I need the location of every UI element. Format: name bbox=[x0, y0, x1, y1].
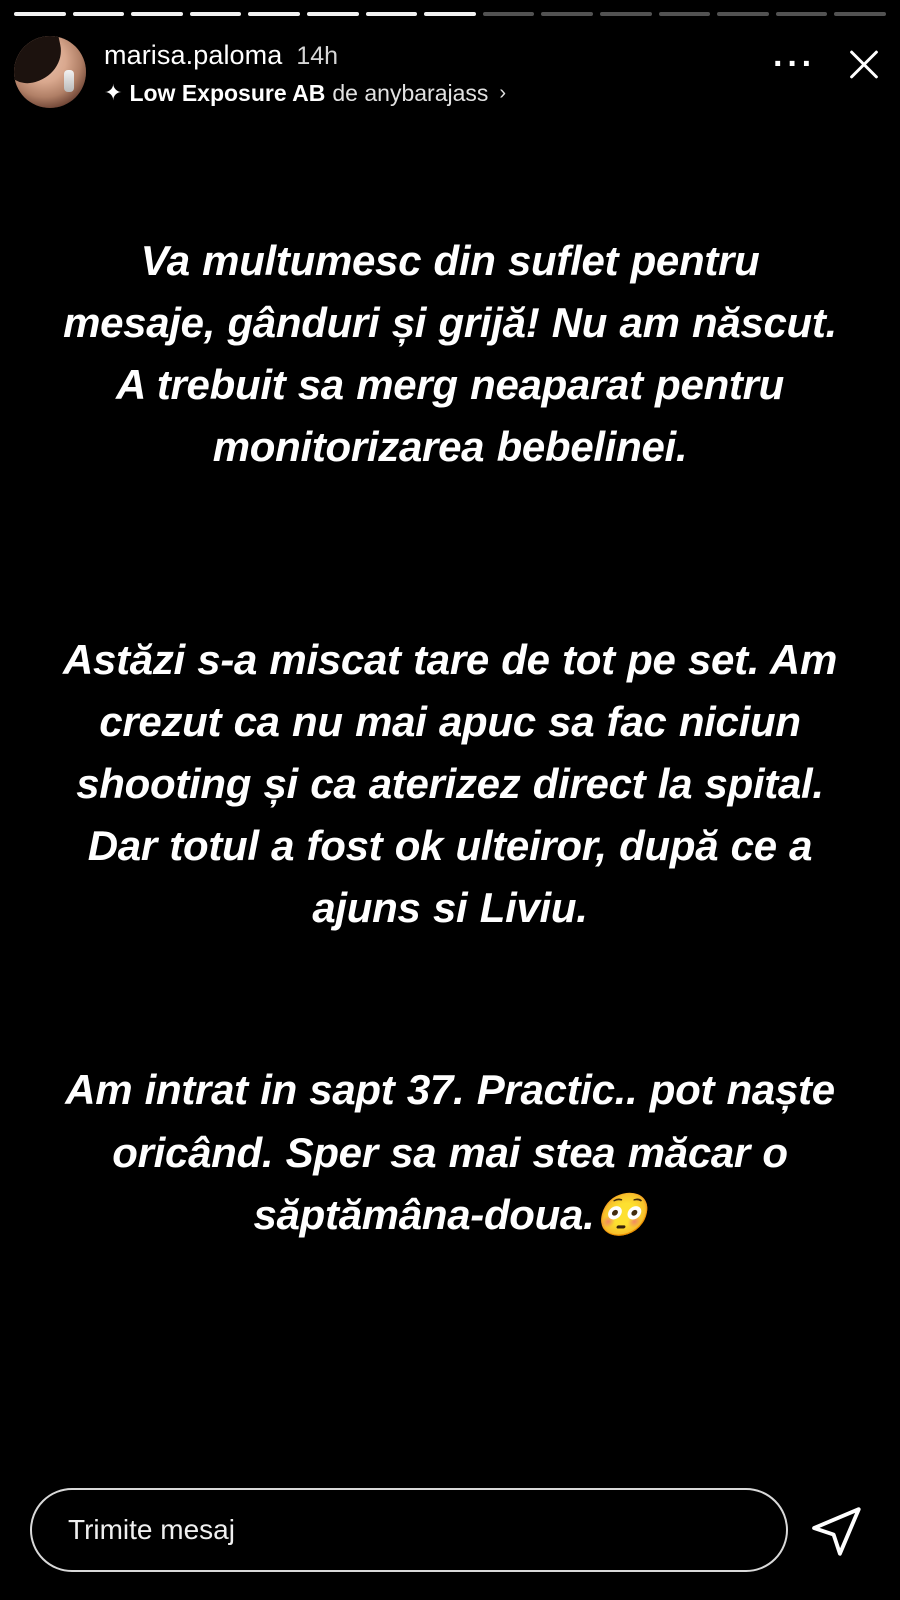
story-author-row bbox=[104, 40, 773, 71]
music-attribution[interactable] bbox=[104, 80, 773, 107]
story-text-block bbox=[60, 230, 840, 1420]
story-header-text bbox=[104, 36, 773, 107]
progress-segment[interactable] bbox=[834, 12, 886, 16]
username-label[interactable]: marisa.paloma bbox=[104, 40, 283, 70]
close-icon[interactable] bbox=[842, 42, 886, 86]
story-paragraph: Am intrat in sapt 37. Practic.. pot naște oricând. Sper sa mai stea măcar o săptămâna-doua.😳 bbox=[65, 1066, 835, 1238]
story-paragraph: Astăzi s-a miscat tare de tot pe set. Am crezut ca nu mai apuc sa fac niciun shooting și ca aterizez direct la spital. Dar totul a fost ok ulteiror, după ce a ajuns si Liviu. bbox=[62, 635, 838, 932]
progress-segment[interactable] bbox=[14, 12, 66, 16]
avatar[interactable] bbox=[14, 36, 86, 108]
more-options-icon[interactable]: ··· bbox=[773, 45, 816, 83]
story-progress-bar bbox=[14, 12, 886, 16]
progress-segment[interactable] bbox=[483, 12, 535, 16]
progress-segment[interactable] bbox=[424, 12, 476, 16]
progress-segment[interactable] bbox=[541, 12, 593, 16]
progress-segment[interactable] bbox=[600, 12, 652, 16]
avatar-earring bbox=[64, 70, 74, 92]
progress-segment[interactable] bbox=[248, 12, 300, 16]
story-paragraph: Va multumesc din suflet pentru mesaje, gânduri și grijă! Nu am născut. A trebuit sa merg neaparat pentru monitorizarea bebelinei. bbox=[63, 237, 837, 471]
progress-segment[interactable] bbox=[190, 12, 242, 16]
sparkle-icon: ✦ bbox=[104, 79, 123, 105]
progress-segment[interactable] bbox=[659, 12, 711, 16]
music-title-label: Low Exposure AB bbox=[129, 80, 326, 106]
message-input[interactable] bbox=[30, 1488, 788, 1572]
chevron-right-icon: › bbox=[499, 82, 507, 104]
progress-segment[interactable] bbox=[717, 12, 769, 16]
progress-segment[interactable] bbox=[131, 12, 183, 16]
send-icon[interactable] bbox=[808, 1501, 866, 1559]
story-header bbox=[14, 36, 886, 110]
story-reply-bar bbox=[30, 1488, 876, 1572]
progress-segment[interactable] bbox=[307, 12, 359, 16]
timestamp-label: 14h bbox=[296, 42, 339, 70]
progress-segment[interactable] bbox=[366, 12, 418, 16]
progress-segment[interactable] bbox=[73, 12, 125, 16]
music-artist-label: de anybarajass bbox=[332, 80, 489, 106]
progress-segment[interactable] bbox=[776, 12, 828, 16]
story-header-actions bbox=[773, 36, 886, 86]
